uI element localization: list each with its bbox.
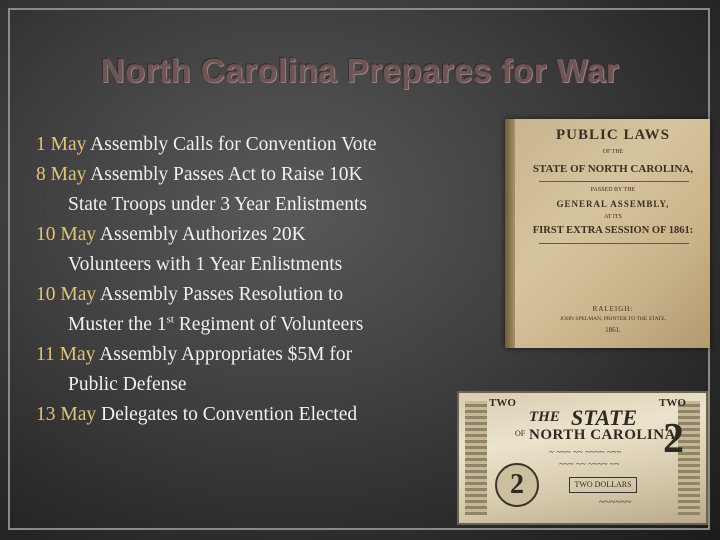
book-spine (505, 119, 515, 348)
event-text (96, 404, 357, 425)
note-text: THE (529, 409, 560, 425)
doc-heading: PUBLIC LAWS (556, 127, 670, 143)
event-item (36, 130, 476, 160)
doc-text: JOHN SPELMAN, PRINTER TO THE STATE. (559, 316, 667, 322)
event-item (36, 280, 476, 340)
event-date: 1 May (36, 134, 87, 155)
event-date: 11 May (36, 344, 96, 365)
north-carolina-banknote-image (457, 391, 708, 525)
event-text-line: Assembly Appropriates $5M for (95, 344, 353, 365)
public-laws-document-image (505, 119, 710, 348)
doc-rule (539, 181, 689, 182)
doc-rule (539, 243, 689, 244)
event-date: 8 May (36, 164, 87, 185)
event-item (36, 400, 476, 430)
note-denomination-circle: 2 (495, 463, 539, 507)
ordinal-superscript: st (166, 313, 174, 326)
event-text-line: Assembly Passes Resolution to (96, 284, 344, 305)
event-text-line: Public Defense (68, 374, 187, 395)
event-text-line (36, 310, 476, 340)
event-text-line: Assembly Passes Act to Raise 10K (86, 164, 363, 185)
doc-text: AT ITS (604, 214, 622, 220)
event-item (36, 220, 476, 280)
event-text (36, 344, 476, 400)
note-text: TWO (659, 397, 686, 409)
event-text-line: Assembly Authorizes 20K (96, 224, 306, 245)
event-text-line: Delegates to Convention Elected (96, 404, 358, 425)
event-date: 10 May (36, 224, 97, 245)
note-text: TWO (489, 397, 516, 409)
event-list (36, 130, 476, 430)
note-text: STATE (571, 405, 638, 430)
note-left-border (465, 401, 487, 515)
doc-text: STATE OF NORTH CAROLINA, (532, 163, 694, 175)
doc-text: FIRST EXTRA SESSION OF 1861: (532, 225, 694, 236)
note-bar: TWO DOLLARS (569, 477, 637, 493)
note-text: NORTH CAROLINA. (529, 427, 681, 443)
event-text-line: Volunteers with 1 Year Enlistments (68, 254, 343, 275)
event-text-part: Regiment of Volunteers (173, 314, 364, 335)
doc-text: PASSED BY THE (590, 187, 636, 193)
event-text (36, 224, 476, 280)
note-script: ~ ~~~ ~~ ~~~~ ~~~ (549, 447, 622, 457)
note-signature: ~~~~~~ (599, 497, 632, 508)
slide-title: North Carolina Prepares for War (100, 52, 620, 89)
event-date: 13 May (36, 404, 97, 425)
event-text (36, 284, 476, 340)
event-text-line: State Troops under 3 Year Enlistments (68, 194, 368, 215)
doc-text: GENERAL ASSEMBLY, (556, 199, 670, 209)
note-text: OF (515, 429, 526, 438)
event-date: 10 May (36, 284, 97, 305)
event-text-part: Muster the 1 (68, 314, 167, 335)
note-script: ~~~ ~~ ~~~~ ~~ (559, 459, 620, 469)
event-item (36, 160, 476, 220)
event-text-line: Assembly Calls for Convention Vote (86, 134, 377, 155)
note-denomination: 2 (663, 416, 684, 462)
doc-text: 1861. (605, 326, 621, 334)
event-item (36, 340, 476, 400)
doc-text: OF THE (602, 149, 624, 155)
doc-text: RALEIGH: (592, 305, 634, 313)
event-text (36, 164, 476, 220)
event-text (86, 134, 376, 155)
